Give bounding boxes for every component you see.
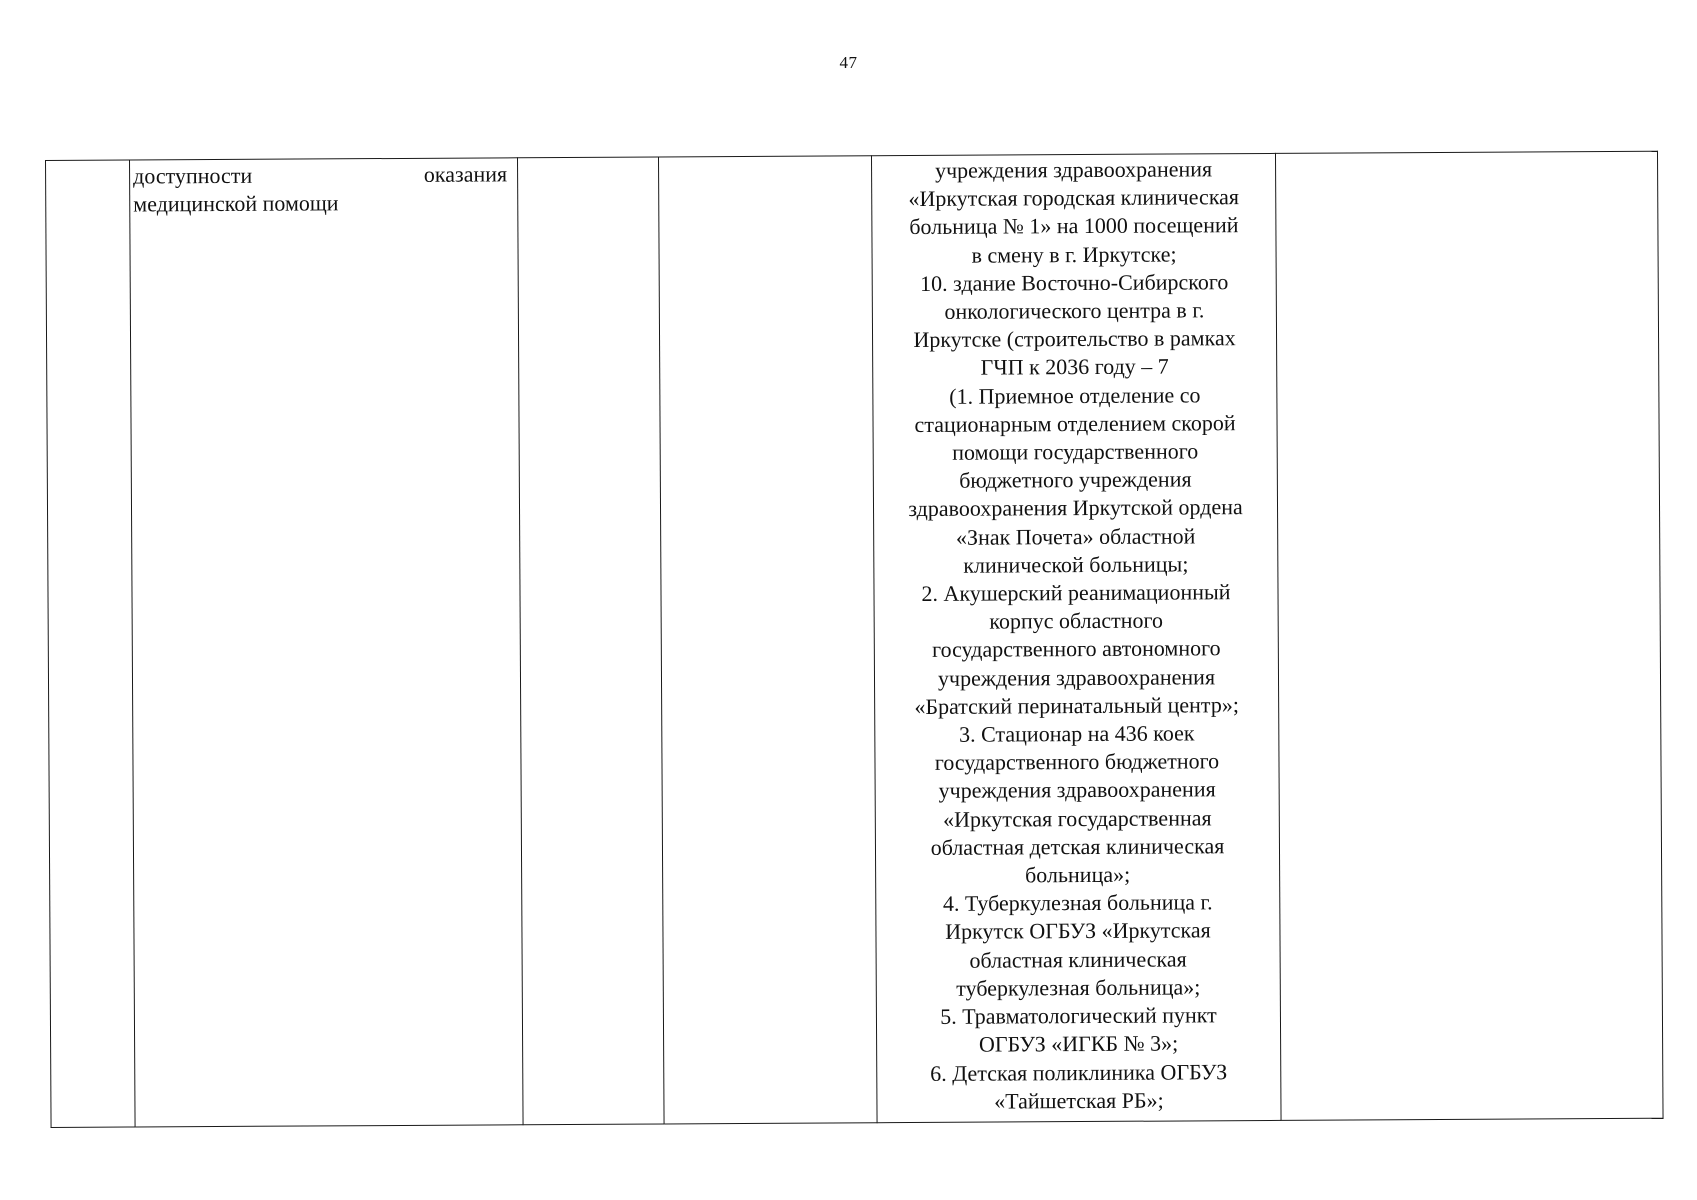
cell-text-line: здравоохранения Иркутской ордена xyxy=(908,494,1243,522)
cell-text-line: 5. Травматологический пункт xyxy=(940,1002,1217,1029)
cell-text-line: доступности оказания xyxy=(133,161,508,189)
cell-text-line: 4. Туберкулезная больница г. xyxy=(942,889,1213,917)
cell-text-line: «Иркутская городская клиническая xyxy=(908,184,1240,212)
cell-text-line: корпус областного xyxy=(989,607,1164,634)
cell-text-line: больница № 1» на 1000 посещений xyxy=(909,212,1239,240)
cell-text-line: в смену в г. Иркутске; xyxy=(971,241,1177,268)
cell-text-line: 6. Детская поликлиника ОГБУЗ xyxy=(930,1058,1228,1086)
cell-text-line: учреждения здравоохранения xyxy=(934,156,1213,183)
cell-text-line: «Братский перинатальный центр»; xyxy=(914,691,1239,719)
cell-text-line: онкологического центра в г. xyxy=(944,297,1205,324)
cell-text-line: стационарным отделением скорой xyxy=(914,409,1236,437)
cell-text-line: государственного бюджетного xyxy=(934,748,1220,776)
cell-text-line: клинической больницы; xyxy=(963,551,1189,578)
cell-text-line: 3. Стационар на 436 коек xyxy=(959,720,1195,747)
cell-text-line: «Иркутская государственная xyxy=(942,804,1212,832)
table-cell-col5 xyxy=(871,153,1281,1122)
cell-text-line: (1. Приемное отделение со xyxy=(949,381,1201,409)
cell-text-line: Иркутск ОГБУЗ «Иркутская xyxy=(945,917,1211,945)
cell-text-line: учреждения здравоохранения xyxy=(937,663,1216,691)
table-row xyxy=(46,151,1664,1127)
cell-text-line: «Знак Почета» областной xyxy=(955,523,1196,550)
cell-text-line: областная клиническая xyxy=(969,946,1187,973)
cell-text-line: ОГБУЗ «ИГКБ № 3»; xyxy=(978,1030,1179,1057)
cell-text-line: ГЧП к 2036 году – 7 xyxy=(980,353,1169,381)
cell-text-line: «Тайшетская РБ»; xyxy=(994,1087,1164,1114)
cell-text-line: областная детская клиническая xyxy=(930,833,1225,860)
cell-text-line: бюджетного учреждения xyxy=(959,466,1192,493)
table-cell-col1 xyxy=(46,160,136,1127)
table-cell-col2 xyxy=(130,158,524,1127)
table-cell-col4 xyxy=(658,156,877,1124)
cell-text-line: государственного автономного xyxy=(932,635,1221,663)
cell-text-line: учреждения здравоохранения xyxy=(938,776,1216,804)
cell-text-line: 10. здание Восточно-Сибирского xyxy=(920,268,1229,296)
document-table xyxy=(45,151,1664,1128)
cell-text-line: больница»; xyxy=(1024,861,1131,888)
cell-text-line: помощи государственного xyxy=(952,438,1199,465)
table-cell-col3 xyxy=(517,157,664,1125)
cell-text-line: медицинской помощи xyxy=(133,190,339,217)
cell-text-line: 2. Акушерский реанимационный xyxy=(921,579,1231,607)
cell-text-line: туберкулезная больница»; xyxy=(956,974,1201,1001)
cell-text-line: Иркутске (строительство в рамках xyxy=(913,325,1236,353)
page-number: 47 xyxy=(839,53,858,72)
table-cell-col6 xyxy=(1275,151,1663,1120)
